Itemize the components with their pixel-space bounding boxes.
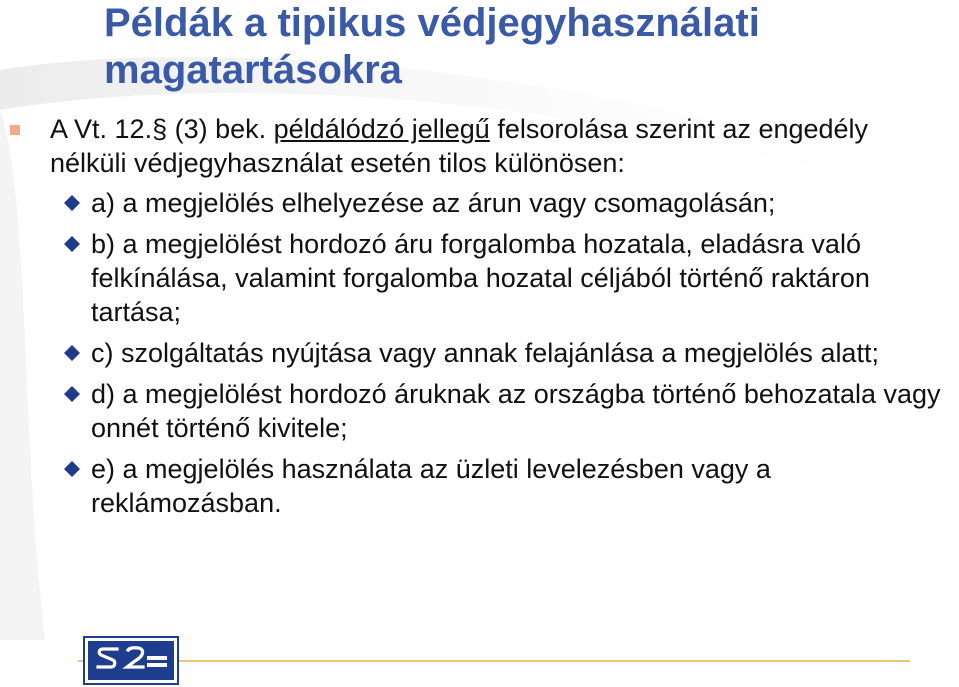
list-item-text: c) szolgáltatás nyújtása vagy annak felajánlása a megjelölés alatt; — [91, 338, 879, 368]
footer-divider — [78, 660, 910, 662]
list-item-text: a) a megjelölés elhelyezése az árun vagy csomagolásán; — [91, 188, 776, 218]
list-item — [0, 452, 959, 520]
diamond-bullet-icon — [64, 386, 80, 402]
list-item-text: b) a megjelölést hordozó áru forgalomba hozatala, eladásra való felkínálása, valamint forgalomba hozatal céljából történő raktáron tartása; — [91, 229, 870, 327]
list-item — [0, 336, 959, 370]
slide-title — [104, 0, 944, 94]
diamond-bullet-icon — [64, 345, 80, 361]
item-list — [0, 186, 959, 520]
logo-icon — [83, 636, 179, 685]
list-item-text: d) a megjelölést hordozó áruknak az országba történő behozatala vagy onnét történő kivitele; — [91, 379, 941, 443]
intro-prefix: A Vt. 12. — [50, 114, 153, 144]
diamond-bullet-icon — [64, 195, 80, 211]
list-item — [0, 227, 959, 329]
list-item-text: e) a megjelölés használata az üzleti levelezésben vagy a reklámozásban. — [91, 454, 771, 518]
intro-paragraph — [0, 112, 930, 180]
intro-underlined-text: példálódzó jellegű — [273, 114, 490, 144]
square-bullet-icon — [10, 125, 20, 135]
section-sign: § — [152, 114, 168, 144]
slide-title-line-2: magatartásokra — [104, 48, 402, 92]
list-item — [0, 377, 959, 445]
intro-mid: (3) bek. — [167, 114, 274, 144]
diamond-bullet-icon — [64, 461, 80, 477]
slide-content — [0, 112, 959, 520]
slide-title-line-1: Példák a tipikus védjegyhasználati — [104, 1, 760, 45]
diamond-bullet-icon — [64, 236, 80, 252]
list-item — [0, 186, 959, 220]
intro-suffix: felsorolása szerint az engedély nélküli védjegyhasználat esetén tilos különösen: — [50, 114, 869, 178]
